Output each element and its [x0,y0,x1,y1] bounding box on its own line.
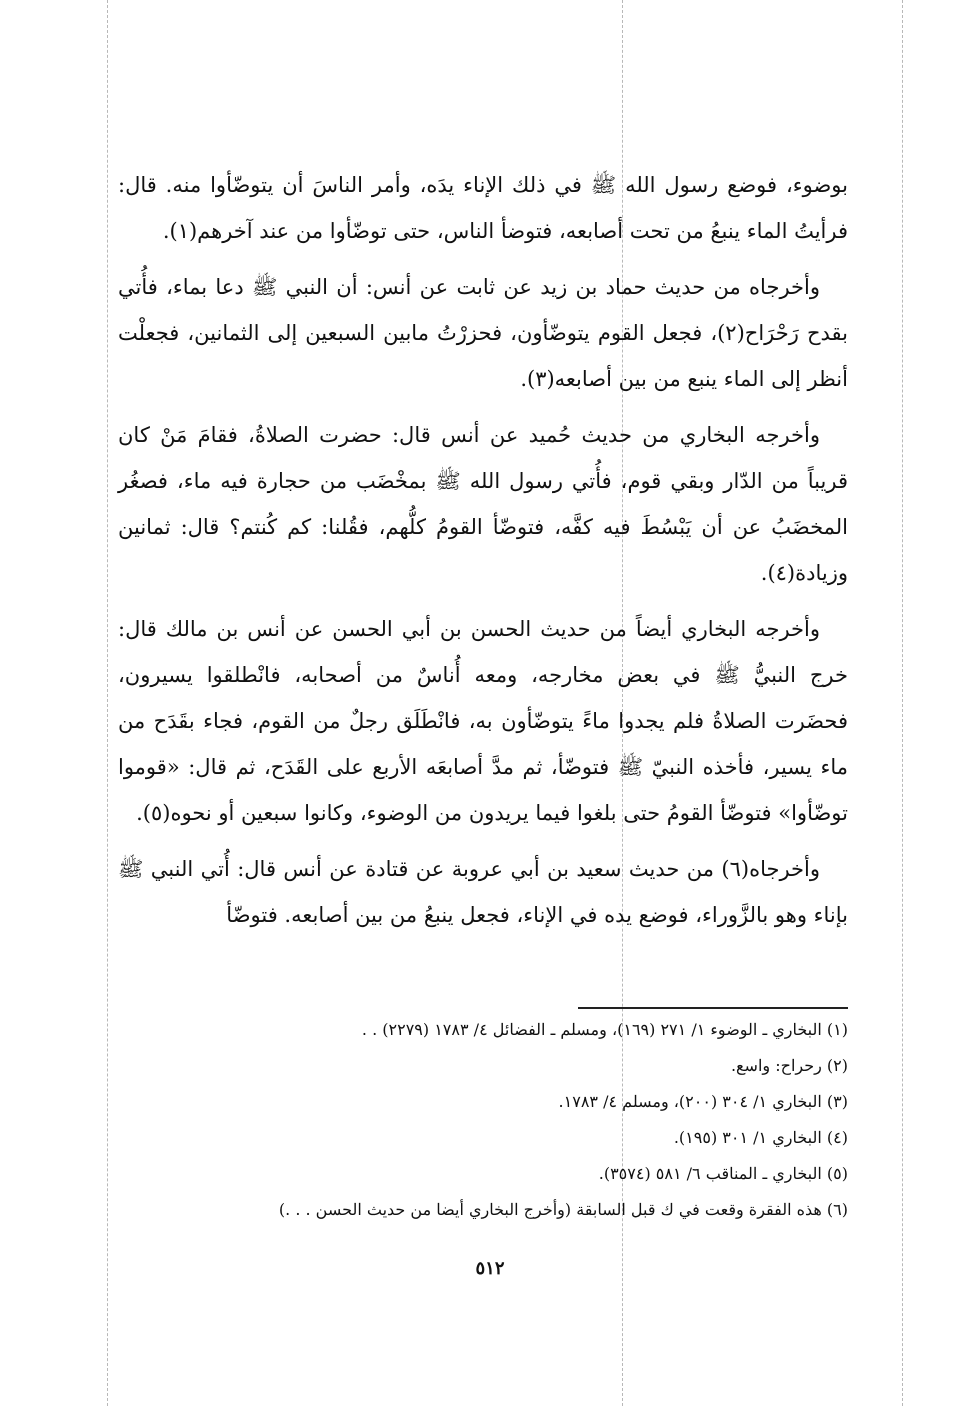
scan-guide-line [902,0,903,1406]
footnote: (٦) هذه الفقرة وقعت في ك قبل السابقة (وأخرج البخاري أيضا من حديث الحسن . . .) [278,1200,848,1219]
footnote: (٥) البخاري ـ المناقب ٦/ ٥٨١ (٣٥٧٤). [598,1164,848,1183]
paragraph: وأخرجه البخاري من حديث حُميد عن أنس قال: حضرت الصلاةُ، فقامَ مَنْ كان قريباً من الدّار وبقي قوم، فأُتي رسول الله ﷺ بمخْضَب من حجارة فيه ماء، فصغُر المخضَبُ عن أن يَبْسُطَ فيه كفَّه، فتوضّأ القومُ كلُّهم، فقُلنا: كم كُنتم؟ قال: ثمانين وزيادة(٤). [118,423,848,585]
paragraph: وأخرجه البخاري أيضاً من حديث الحسن بن أبي الحسن عن أنس بن مالك قال: خرج النبيُّ ﷺ في بعض مخارجه، ومعه أُناسٌ من أصحابه، فانْطلقوا يسيرون، فحضَرت الصلاةُ فلم يجدوا ماءً يتوضّأون به، فانْطَلَق رجلٌ من القوم، فجاء بقَدَح من ماء يسير، فأخذه النبيّ ﷺ فتوضّأ، ثم مدَّ أصابعَه الأربع على القَدَح، ثم قال: «قوموا توضّأوا» فتوضّأ القومُ حتى بلغوا فيما يريدون من الوضوء، وكانوا سبعين أو نحوه(٥). [118,617,848,825]
page-number: ٥١٢ [475,1258,505,1279]
scan-guide-line [107,0,108,1406]
paragraph: وأخرجاه(٦) من حديث سعيد بن أبي عروبة عن قتادة عن أنس قال: أُتي النبي ﷺ بإناء وهو بالزَّوراء، فوضع يده في الإناء، فجعل ينبعُ من بين أصابعه. فتوضّأ [118,857,848,927]
paragraph: وأخرجاه من حديث حماد بن زيد عن ثابت عن أنس: أن النبي ﷺ دعا بماء، فأُتي بقدح رَحْرَاح(٢)، فجعل القوم يتوضّأون، فحزرْتُ مابين السبعين إلى الثمانين، فجعلْت أنظر إلى الماء ينبع من بين أصابعه(٣). [118,275,848,391]
footnote: (٤) البخاري ١/ ٣٠١ (١٩٥). [673,1128,848,1147]
footnote: (١) البخاري ـ الوضوء ١/ ٢٧١ (١٦٩)، ومسلم ـ الفضائل ٤/ ١٧٨٣ (٢٢٧٩) . . [361,1020,848,1039]
footnote-separator [578,1007,848,1009]
paragraph: بوضوء، فوضع رسول الله ﷺ في ذلك الإناء يدَه، وأمر الناسَ أن يتوضّأوا منه. قال: فرأيتُ الماء ينبعُ من تحت أصابعه، فتوضأ الناس، حتى توضّأوا من عند آخرهم(١). [118,173,848,243]
footnotes [150,1012,848,1228]
footnote: (٣) البخاري ١/ ٣٠٤ (٢٠٠)، ومسلم ٤/ ١٧٨٣. [558,1092,848,1111]
footnote: (٢) رحراح: واسع. [730,1056,848,1075]
main-text [118,162,848,948]
